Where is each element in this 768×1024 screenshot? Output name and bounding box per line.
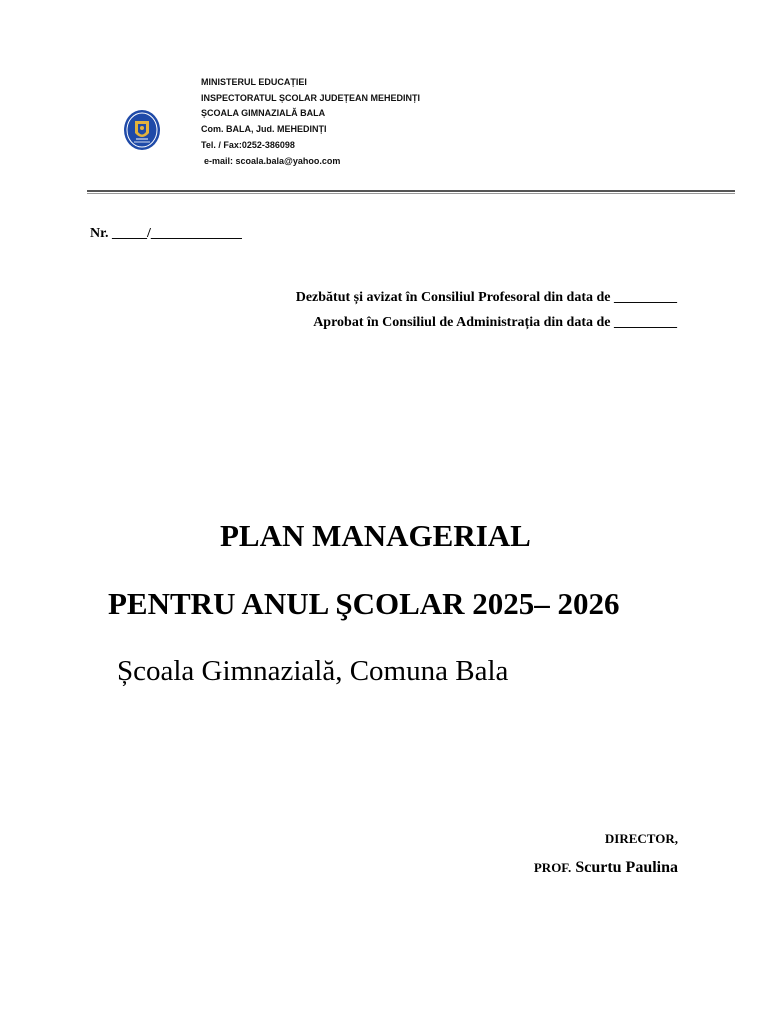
document-subtitle: Școala Gimnazială, Comuna Bala xyxy=(117,655,509,687)
header-email: e-mail: scoala.bala@yahoo.com xyxy=(204,155,341,166)
header-divider xyxy=(87,190,735,192)
document-title-year: PENTRU ANUL ŞCOLAR 2025– 2026 xyxy=(108,586,620,621)
header-divider-thin xyxy=(87,193,735,194)
header-phone: Tel. / Fax:0252-386098 xyxy=(201,139,295,150)
registration-number: Nr. _____/_____________ xyxy=(90,226,242,241)
romanian-coat-of-arms-icon xyxy=(123,109,161,151)
institution-header xyxy=(201,75,420,169)
director-prefix: PROF. xyxy=(533,860,572,875)
header-ministry: MINISTERUL EDUCAȚIEI xyxy=(201,77,307,87)
header-address: Com. BALA, Jud. MEHEDINȚI xyxy=(201,124,327,135)
document-title: PLAN MANAGERIAL xyxy=(220,518,531,553)
director-name-line xyxy=(534,858,678,878)
header-inspectorate: INSPECTORATUL ȘCOLAR JUDEȚEAN MEHEDINȚI xyxy=(201,92,421,103)
director-name: Scurtu Paulina xyxy=(575,859,678,876)
header-school: ȘCOALA GIMNAZIALĂ BALA xyxy=(201,108,326,119)
approval-block xyxy=(296,285,677,335)
director-role: DIRECTOR, xyxy=(604,831,678,846)
signature-block xyxy=(534,829,678,878)
approved-line: Aprobat în Consiliul de Administrația din data de _________ xyxy=(313,315,677,330)
debated-line: Dezbătut și avizat în Consiliul Profesoral din data de _________ xyxy=(295,290,677,305)
